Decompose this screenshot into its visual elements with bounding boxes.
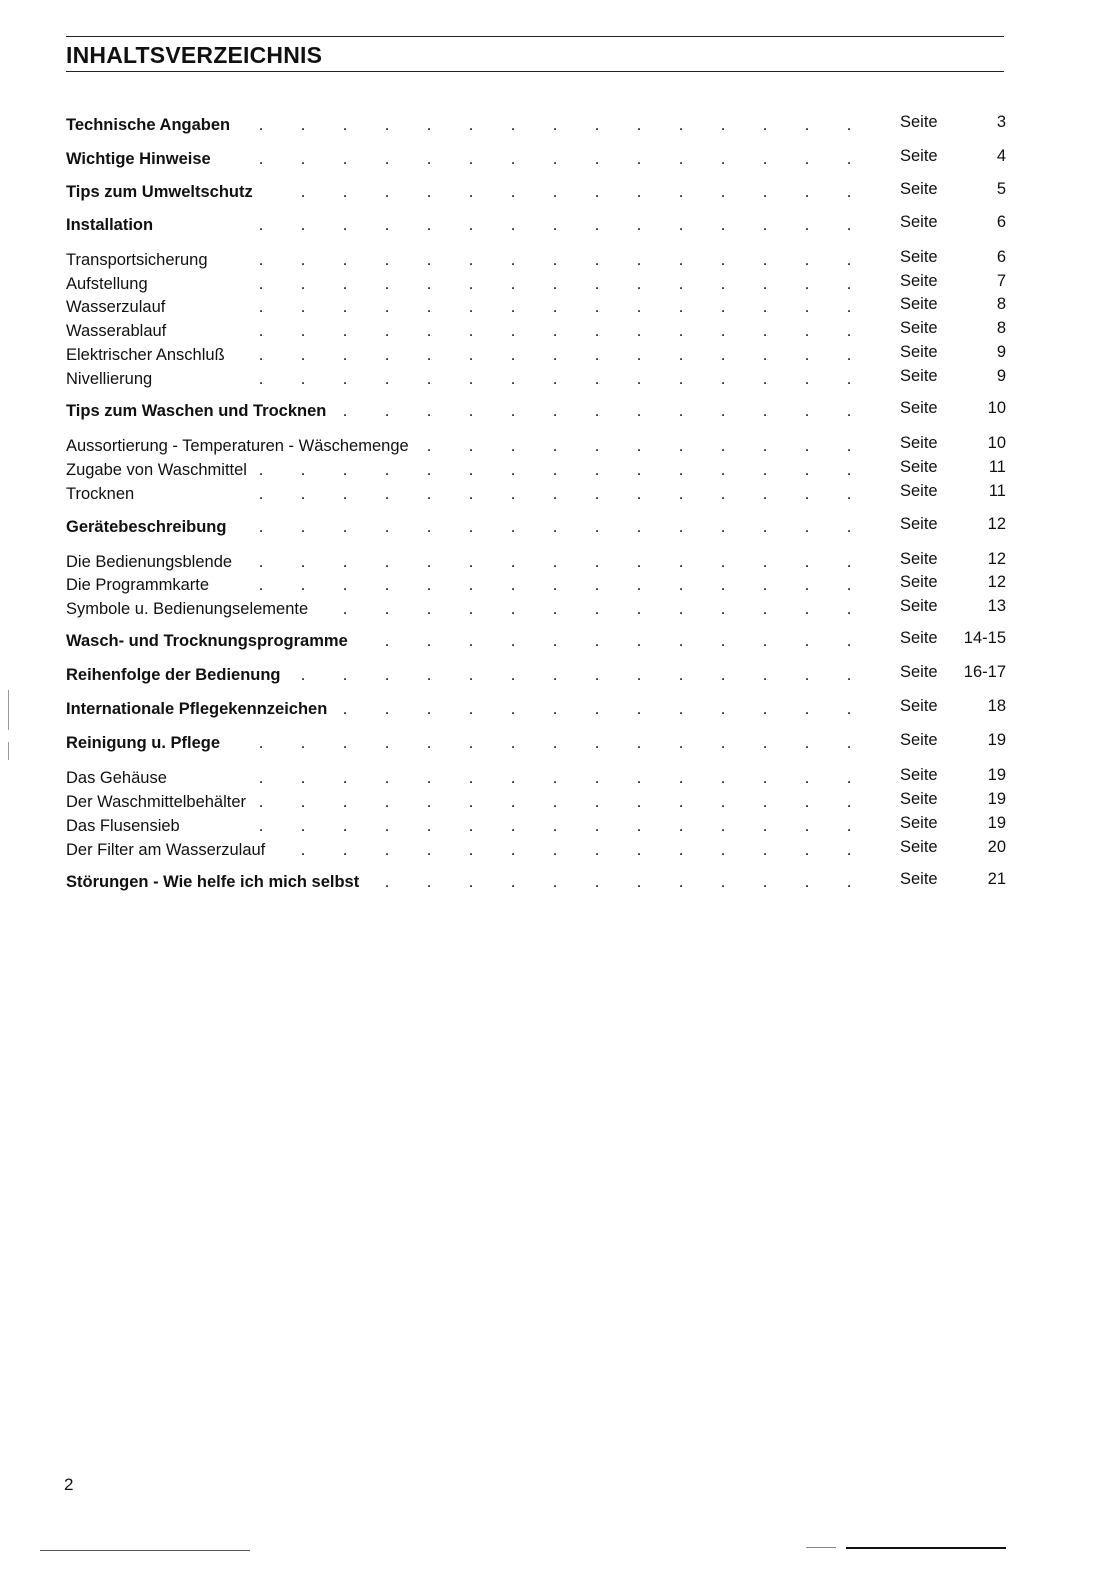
toc-section-entry [66,214,1006,236]
toc-section-entry [66,732,1006,754]
toc-page-number: 8 [996,295,1006,313]
seite-label: Seite [900,573,938,591]
toc-section-entry [66,181,1006,203]
toc-page-number: 11 [988,482,1006,500]
seite-label: Seite [900,515,938,533]
dot-leader: . . . . . . . . . . . . . [342,700,852,718]
footer-page-number: 2 [64,1475,74,1494]
seite-label: Seite [900,343,938,361]
seite-label: Seite [900,213,938,231]
seite-label: Seite [900,272,938,290]
toc-subsection-entry [66,249,1006,271]
toc-entry-title: Reinigung u. Pflege [66,732,224,754]
toc-page-number: 21 [987,870,1006,888]
toc-entry-title: Tips zum Umweltschutz [66,181,257,203]
toc-page-number: 19 [987,814,1006,832]
toc-subsection-entry [66,839,1006,861]
toc-entry-title: Wasserablauf [66,320,170,342]
seite-label: Seite [900,766,938,784]
toc-page-number: 6 [996,248,1006,266]
toc-entry-title: Symbole u. Bedienungselemente [66,598,312,620]
dot-leader: . . . . . . . . . . . . . . . [258,461,852,479]
toc-section-entry [66,698,1006,720]
toc-page-number: 14-15 [963,629,1006,647]
toc-page-number: 12 [987,573,1006,591]
seite-label: Seite [900,663,938,681]
dot-leader: . . . . . . . . . . . . . . . [258,298,852,316]
toc-section-entry [66,114,1006,136]
seite-label: Seite [900,731,938,749]
dot-leader: . . . . . . . . . . . . . . . [258,346,852,364]
dot-leader: . . . . . . . . . . . . . . . [258,370,852,388]
seite-label: Seite [900,113,938,131]
toc-subsection-entry [66,459,1006,481]
toc-page-number: 3 [996,113,1006,131]
toc-entry-title: Störungen - Wie helfe ich mich selbst [66,871,363,893]
dot-leader: . . . . . . . . . . . . . . . [258,817,852,835]
toc-subsection-entry [66,791,1006,813]
scan-edge-line [806,1547,836,1548]
toc-entry-title: Internationale Pflegekennzeichen [66,698,331,720]
toc-entry-title: Wasserzulauf [66,296,169,318]
toc-entry-title: Transportsicherung [66,249,212,271]
toc-page-number: 8 [996,319,1006,337]
seite-label: Seite [900,790,938,808]
seite-label: Seite [900,697,938,715]
toc-entry-title: Elektrischer Anschluß [66,344,229,366]
toc-page-number: 5 [996,180,1006,198]
dot-leader: . . . . . . . . . . . . . . . [258,251,852,269]
toc-page-number: 9 [996,367,1006,385]
dot-leader: . . . . . . . . . . . . . . [300,183,852,201]
toc-page-number: 16-17 [963,663,1006,681]
toc-entry-title: Der Waschmittelbehälter [66,791,250,813]
toc-section-entry [66,400,1006,422]
seite-label: Seite [900,550,938,568]
toc-section-entry [66,148,1006,170]
toc-page-number: 10 [987,399,1006,417]
scan-speck [8,690,9,730]
dot-leader: . . . . . . . . . . . . . . . [258,553,852,571]
toc-page-number: 4 [996,147,1006,165]
toc-entry-title: Aufstellung [66,273,152,295]
toc-subsection-entry [66,368,1006,390]
toc-entry-title: Tips zum Waschen und Trocknen [66,400,330,422]
scan-speck [8,742,9,760]
seite-label: Seite [900,482,938,500]
seite-label: Seite [900,870,938,888]
toc-section-entry [66,871,1006,893]
toc-entry-title: Reihenfolge der Bedienung [66,664,285,686]
seite-label: Seite [900,629,938,647]
toc-entry-title: Aussortierung - Temperaturen - Wäschemenge [66,435,413,457]
toc-entry-title: Technische Angaben [66,114,234,136]
seite-label: Seite [900,434,938,452]
toc-page-number: 10 [987,434,1006,452]
scan-edge-line [846,1547,1006,1549]
toc-section-entry [66,516,1006,538]
seite-label: Seite [900,597,938,615]
dot-leader: . . . . . . . . . . . . [384,873,852,891]
toc-subsection-entry [66,296,1006,318]
dot-leader: . . . . . . . . . . . . . . . [258,150,852,168]
dot-leader: . . . . . . . . . . . . . . . [258,116,852,134]
dot-leader: . . . . . . . . . . . . . [342,402,852,420]
seite-label: Seite [900,180,938,198]
dot-leader: . . . . . . . . . . . . . . . [258,485,852,503]
dot-leader: . . . . . . . . . . . . . . . [258,769,852,787]
dot-leader: . . . . . . . . . . . . . . [300,841,852,859]
toc-subsection-entry [66,574,1006,596]
dot-leader: . . . . . . . . . . . . . . [300,666,852,684]
toc-subsection-entry [66,483,1006,505]
toc-page-number: 19 [987,766,1006,784]
toc-page-number: 18 [987,697,1006,715]
toc-entry-title: Installation [66,214,157,236]
toc-subsection-entry [66,273,1006,295]
toc-entry-title: Das Flusensieb [66,815,184,837]
toc-subsection-entry [66,767,1006,789]
toc-subsection-entry [66,344,1006,366]
seite-label: Seite [900,319,938,337]
dot-leader: . . . . . . . . . . . . . . . [258,322,852,340]
toc-section-entry [66,630,1006,652]
dot-leader: . . . . . . . . . . . [426,437,852,455]
scan-edge-line [40,1550,250,1551]
toc-entry-title: Das Gehäuse [66,767,171,789]
toc-entry-title: Die Programmkarte [66,574,213,596]
seite-label: Seite [900,838,938,856]
seite-label: Seite [900,458,938,476]
toc-subsection-entry [66,815,1006,837]
toc-page-number: 6 [996,213,1006,231]
seite-label: Seite [900,147,938,165]
dot-leader: . . . . . . . . . . . . . . . [258,216,852,234]
dot-leader: . . . . . . . . . . . . . . . [258,518,852,536]
toc-entry-title: Wasch- und Trocknungsprogramme [66,630,352,652]
toc-page-number: 19 [987,790,1006,808]
toc-page-number: 7 [996,272,1006,290]
toc-entry-title: Wichtige Hinweise [66,148,215,170]
toc-entry-title: Die Bedienungsblende [66,551,236,573]
seite-label: Seite [900,248,938,266]
dot-leader: . . . . . . . . . . . . . . . [258,793,852,811]
toc-page-number: 12 [987,515,1006,533]
toc-section-entry [66,664,1006,686]
toc-entry-title: Trocknen [66,483,138,505]
page-title: INHALTSVERZEICHNIS [66,42,323,68]
seite-label: Seite [900,295,938,313]
dot-leader: . . . . . . . . . . . . . [342,600,852,618]
toc-page-number: 12 [987,550,1006,568]
dot-leader: . . . . . . . . . . . . . . . [258,275,852,293]
seite-label: Seite [900,367,938,385]
seite-label: Seite [900,814,938,832]
toc-page-number: 13 [987,597,1006,615]
dot-leader: . . . . . . . . . . . . . . . [258,734,852,752]
toc-subsection-entry [66,598,1006,620]
toc-page-number: 9 [996,343,1006,361]
toc-entry-title: Zugabe von Waschmittel [66,459,251,481]
dot-leader: . . . . . . . . . . . . [384,632,852,650]
toc-subsection-entry [66,435,1006,457]
toc-page-number: 19 [987,731,1006,749]
toc-subsection-entry [66,551,1006,573]
toc-entry-title: Nivellierung [66,368,156,390]
seite-label: Seite [900,399,938,417]
toc-entry-title: Der Filter am Wasserzulauf [66,839,269,861]
dot-leader: . . . . . . . . . . . . . . . [258,576,852,594]
toc-entry-title: Gerätebeschreibung [66,516,230,538]
toc-page-number: 20 [987,838,1006,856]
toc-page-number: 11 [988,458,1006,476]
toc-subsection-entry [66,320,1006,342]
